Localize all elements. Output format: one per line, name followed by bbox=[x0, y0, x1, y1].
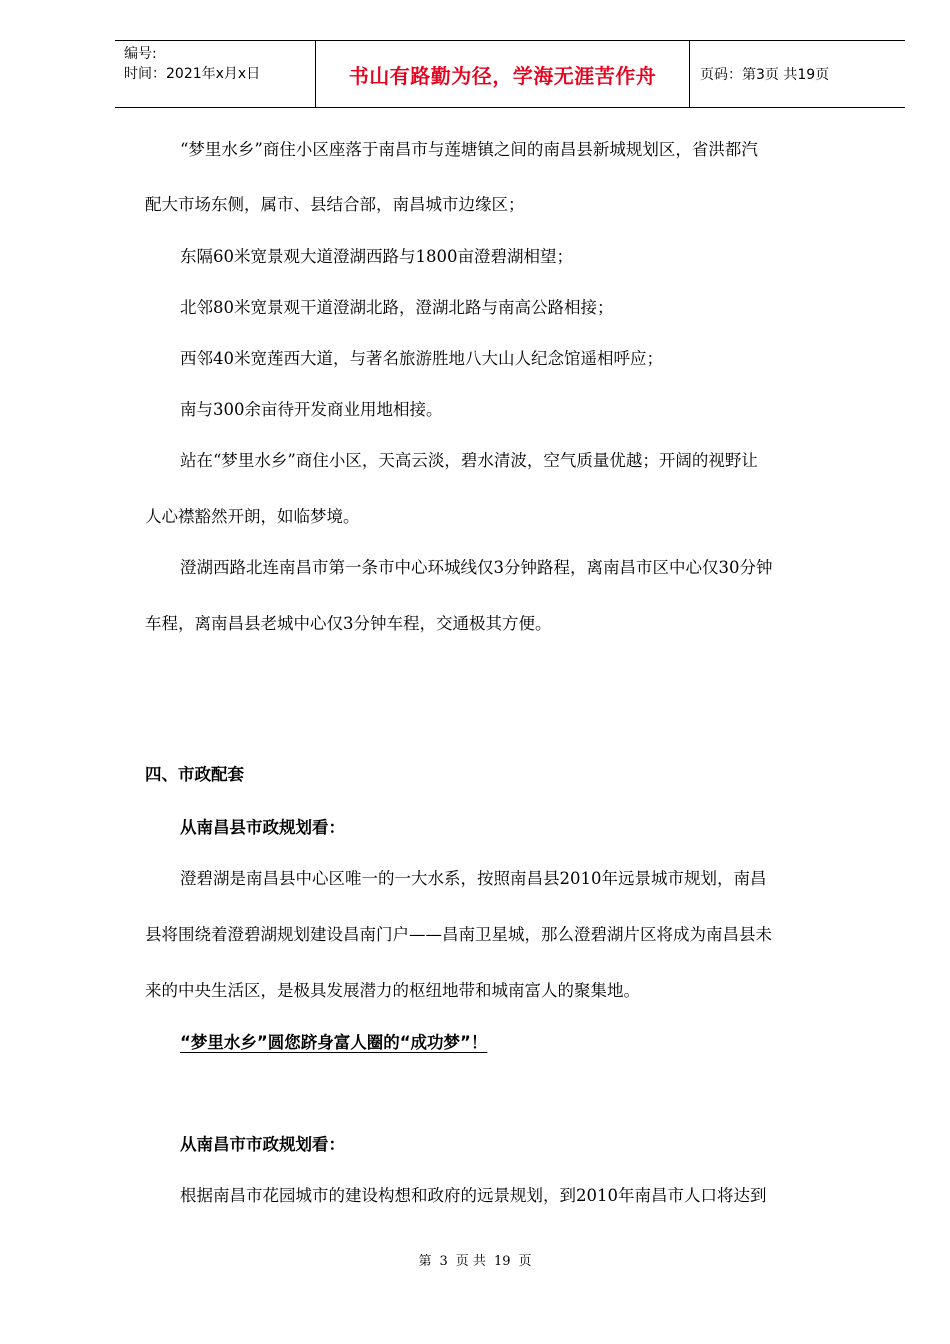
paragraph-line: 站在“梦里水乡”商住小区，天高云淡，碧水清波，空气质量优越；开阔的视野让 bbox=[180, 451, 758, 470]
paragraph-line: 澄湖西路北连南昌市第一条市中心环城线仅3分钟路程，离南昌市区中心仅30分钟 bbox=[180, 558, 773, 577]
footer-page-total: 19 bbox=[493, 1254, 511, 1269]
paragraph-line: 根据南昌市花园城市的建设构想和政府的远景规划，到2010年南昌市人口将达到 bbox=[180, 1186, 767, 1205]
footer-page-num: 3 bbox=[439, 1254, 448, 1269]
paragraph-line: 来的中央生活区，是极具发展潜力的枢纽地带和城南富人的聚集地。 bbox=[145, 981, 640, 1000]
page-footer bbox=[0, 1250, 950, 1269]
paragraph-line: 北邻80米宽景观干道澄湖北路，澄湖北路与南高公路相接； bbox=[180, 298, 614, 317]
paragraph-line: 人心襟豁然开朗，如临梦境。 bbox=[145, 507, 360, 526]
paragraph-line: 配大市场东侧，属市、县结合部，南昌城市边缘区； bbox=[145, 195, 525, 214]
paragraph-line: 车程，离南昌县老城中心仅3分钟车程，交通极其方便。 bbox=[145, 614, 552, 633]
footer-page-mid: 页 共 bbox=[455, 1254, 486, 1269]
sub-heading: 从南昌市市政规划看： bbox=[180, 1135, 345, 1154]
header-page-info: 页码：第3页 共19页 bbox=[700, 67, 830, 83]
paragraph-line: 县将围绕着澄碧湖规划建设昌南门户——昌南卫星城，那么澄碧湖片区将成为南昌县未 bbox=[145, 925, 772, 944]
paragraph-line: “梦里水乡”商住小区座落于南昌市与莲塘镇之间的南昌县新城规划区，省洪都汽 bbox=[180, 140, 758, 159]
time-label: 时间：2021年x月x日 bbox=[124, 66, 261, 82]
paragraph-line: 澄碧湖是南昌县中心区唯一的一大水系，按照南昌县2010年远景城市规划，南昌 bbox=[180, 869, 767, 888]
slogan-line: “梦里水乡”圆您跻身富人圈的“成功梦”！ bbox=[180, 1033, 488, 1052]
paragraph-line: 东隔60米宽景观大道澄湖西路与1800亩澄碧湖相望； bbox=[180, 247, 573, 266]
footer-page-label: 第 bbox=[418, 1254, 432, 1269]
section-heading: 四、市政配套 bbox=[145, 765, 244, 784]
number-label: 编号: bbox=[124, 46, 157, 62]
page-header bbox=[115, 40, 905, 108]
footer-page-end: 页 bbox=[518, 1254, 532, 1269]
header-motto: 书山有路勤为径，学海无涯苦作舟 bbox=[316, 41, 690, 107]
paragraph-line: 南与300余亩待开发商业用地相接。 bbox=[180, 400, 443, 419]
sub-heading: 从南昌县市政规划看： bbox=[180, 818, 345, 837]
header-meta bbox=[115, 41, 316, 107]
paragraph-line: 西邻40米宽莲西大道，与著名旅游胜地八大山人纪念馆遥相呼应； bbox=[180, 349, 663, 368]
